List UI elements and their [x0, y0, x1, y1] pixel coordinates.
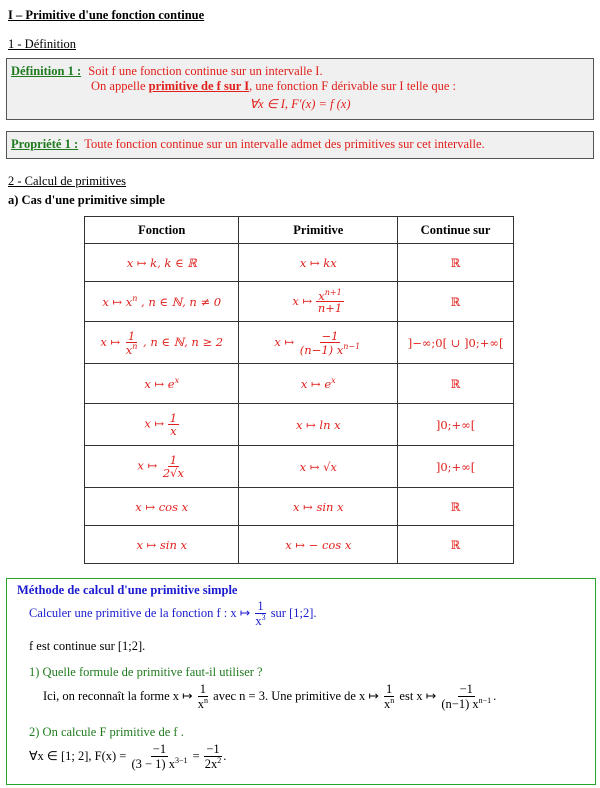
table-row — [85, 364, 514, 404]
cell-primitive: x ↦ $e^x$ — [239, 364, 398, 404]
cell-domain: ]−∞;0[ ∪ ]0;+∞[ — [398, 322, 514, 364]
cell-domain: ]0;+∞[ — [398, 446, 514, 488]
method-answer-1: Ici, on reconnaît la forme x ↦ $\frac{1}{x^n}$ avec n = 3. Une primitive de x ↦ $\frac{1}{x^n}$ est x ↦ $\frac{-1}{(n-1) x^{n-1}}$ . — [43, 682, 497, 712]
cell-domain: ℝ — [398, 364, 514, 404]
primitive-table — [84, 216, 514, 564]
cell-domain: ]0;+∞[ — [398, 404, 514, 446]
method-continuity: f est continue sur [1;2]. — [29, 639, 146, 653]
definition-label: Définition 1 : — [11, 64, 82, 78]
definition-keyword: primitive de f sur I — [148, 79, 250, 93]
cell-domain: ℝ — [398, 244, 514, 282]
method-question-1: 1) Quelle formule de primitive faut-il utiliser ? — [29, 665, 263, 679]
method-question-2: 2) On calcule F primitive de f . — [29, 725, 184, 739]
method-title: Méthode de calcul d'une primitive simple — [17, 583, 238, 597]
method-box — [6, 578, 596, 785]
cell-primitive: x ↦ − cos x — [239, 526, 398, 564]
cell-fonction: x ↦ $\frac{1}{2√x}$ — [85, 446, 239, 488]
table-row — [85, 282, 514, 322]
table-header-row — [85, 217, 514, 244]
subsection-calcul: 2 - Calcul de primitives — [8, 174, 127, 188]
definition-line2-post: , une fonction F dérivable sur I telle que : — [249, 79, 456, 93]
cell-primitive: x ↦ ln x — [239, 404, 398, 446]
subsection-definition: 1 - Définition — [8, 37, 77, 51]
method-final-formula: ∀x ∈ [1; 2], F(x) = $\frac{-1}{(3 - 1) x^{3-1}}$ = $\frac{-1}{2x^2}$ . — [29, 742, 227, 772]
subsection-case-a: a) Cas d'une primitive simple — [8, 193, 165, 207]
property-box — [6, 131, 594, 159]
cell-fonction: x ↦ k, k ∈ ℝ — [85, 244, 239, 282]
definition-line2-pre: On appelle — [91, 79, 149, 93]
cell-fonction: x ↦ $\frac{1}{x^n}$ , n ∈ ℕ, n ≥ 2 — [85, 322, 239, 364]
definition-line1: Soit f une fonction continue sur un intervalle I. — [88, 64, 323, 78]
cell-fonction: x ↦ $e^x$ — [85, 364, 239, 404]
cell-primitive: x ↦ kx — [239, 244, 398, 282]
table-row — [85, 488, 514, 526]
table-row — [85, 322, 514, 364]
cell-fonction: x ↦ cos x — [85, 488, 239, 526]
definition-box — [6, 58, 594, 120]
cell-fonction: x ↦ sin x — [85, 526, 239, 564]
header-primitive: Primitive — [239, 217, 398, 244]
table-row — [85, 446, 514, 488]
cell-fonction: x ↦ $\frac{1}{x}$ — [85, 404, 239, 446]
method-task: Calculer une primitive de la fonction f : x ↦ $\frac{1}{x^3}$ sur [1;2]. — [29, 599, 317, 629]
table-row — [85, 404, 514, 446]
cell-primitive: x ↦ sin x — [239, 488, 398, 526]
definition-formula: ∀x ∈ I, F′(x) = f (x) — [249, 97, 351, 111]
cell-fonction: x ↦ $x^n$ , n ∈ ℕ, n ≠ 0 — [85, 282, 239, 322]
section-title: I – Primitive d'une fonction continue — [8, 8, 205, 22]
cell-primitive: x ↦ $\frac{-1}{(n-1) x^{n-1}}$ — [239, 322, 398, 364]
property-text: Toute fonction continue sur un intervalle admet des primitives sur cet intervalle. — [84, 137, 485, 151]
header-continue: Continue sur — [398, 217, 514, 244]
cell-domain: ℝ — [398, 488, 514, 526]
header-fonction: Fonction — [85, 217, 239, 244]
cell-domain: ℝ — [398, 526, 514, 564]
cell-domain: ℝ — [398, 282, 514, 322]
cell-primitive: x ↦ √x — [239, 446, 398, 488]
table-row — [85, 526, 514, 564]
property-label: Propriété 1 : — [11, 137, 79, 151]
cell-primitive: x ↦ $\frac{x^{n+1}}{n+1}$ — [239, 282, 398, 322]
table-row — [85, 244, 514, 282]
